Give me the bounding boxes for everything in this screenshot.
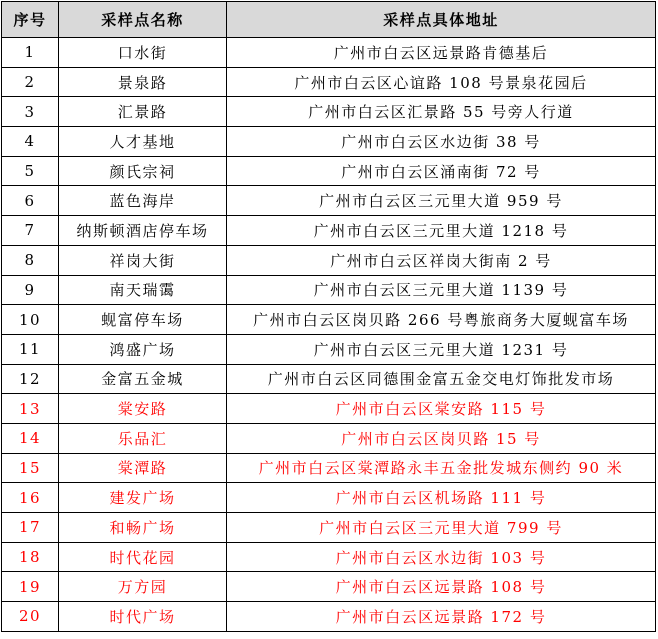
cell-name: 金富五金城: [59, 364, 227, 394]
cell-address: 广州市白云区三元里大道 1139 号: [227, 275, 656, 305]
cell-address: 广州市白云区远景路 108 号: [227, 572, 656, 602]
cell-name: 汇景路: [59, 97, 227, 127]
cell-address: 广州市白云区远景路 172 号: [227, 602, 656, 632]
cell-index: 15: [2, 453, 59, 483]
cell-index: 16: [2, 483, 59, 513]
cell-name: 南天瑞霭: [59, 275, 227, 305]
table-row: [2, 453, 656, 483]
cell-index: 9: [2, 275, 59, 305]
cell-name: 景泉路: [59, 67, 227, 97]
cell-address: 广州市白云区水边街 38 号: [227, 127, 656, 157]
cell-name: 颜氏宗祠: [59, 156, 227, 186]
table-row: [2, 67, 656, 97]
sampling-points-table: [1, 1, 656, 632]
cell-address: 广州市白云区同德围金富五金交电灯饰批发市场: [227, 364, 656, 394]
cell-index: 1: [2, 38, 59, 68]
table-row: [2, 394, 656, 424]
header-row: [2, 2, 656, 38]
cell-index: 18: [2, 542, 59, 572]
table-row: [2, 572, 656, 602]
table-row: [2, 513, 656, 543]
cell-address: 广州市白云区心谊路 108 号景泉花园后: [227, 67, 656, 97]
table-row: [2, 305, 656, 335]
table-row: [2, 334, 656, 364]
table-row: [2, 216, 656, 246]
cell-index: 7: [2, 216, 59, 246]
cell-name: 乐品汇: [59, 423, 227, 453]
table-row: [2, 423, 656, 453]
cell-address: 广州市白云区三元里大道 959 号: [227, 186, 656, 216]
table-row: [2, 275, 656, 305]
cell-address: 广州市白云区祥岗大街南 2 号: [227, 245, 656, 275]
cell-address: 广州市白云区三元里大道 1218 号: [227, 216, 656, 246]
header-address: 采样点具体地址: [227, 2, 656, 38]
cell-name: 建发广场: [59, 483, 227, 513]
cell-index: 5: [2, 156, 59, 186]
cell-name: 时代花园: [59, 542, 227, 572]
cell-address: 广州市白云区远景路肯德基后: [227, 38, 656, 68]
cell-address: 广州市白云区岗贝路 266 号粤旅商务大厦蚬富车场: [227, 305, 656, 335]
cell-index: 4: [2, 127, 59, 157]
cell-index: 8: [2, 245, 59, 275]
cell-name: 祥岗大街: [59, 245, 227, 275]
cell-address: 广州市白云区机场路 111 号: [227, 483, 656, 513]
table-row: [2, 97, 656, 127]
cell-address: 广州市白云区汇景路 55 号旁人行道: [227, 97, 656, 127]
cell-index: 17: [2, 513, 59, 543]
header-index: 序号: [2, 2, 59, 38]
cell-address: 广州市白云区岗贝路 15 号: [227, 423, 656, 453]
cell-address: 广州市白云区水边街 103 号: [227, 542, 656, 572]
cell-address: 广州市白云区三元里大道 1231 号: [227, 334, 656, 364]
cell-name: 口水街: [59, 38, 227, 68]
cell-index: 11: [2, 334, 59, 364]
table-row: [2, 156, 656, 186]
table-row: [2, 542, 656, 572]
cell-index: 20: [2, 602, 59, 632]
table-row: [2, 186, 656, 216]
cell-name: 棠潭路: [59, 453, 227, 483]
cell-name: 人才基地: [59, 127, 227, 157]
table-body: [2, 38, 656, 632]
cell-name: 时代广场: [59, 602, 227, 632]
table-row: [2, 364, 656, 394]
table-row: [2, 483, 656, 513]
cell-address: 广州市白云区三元里大道 799 号: [227, 513, 656, 543]
table-row: [2, 127, 656, 157]
cell-index: 13: [2, 394, 59, 424]
header-name: 采样点名称: [59, 2, 227, 38]
cell-name: 纳斯顿酒店停车场: [59, 216, 227, 246]
cell-index: 19: [2, 572, 59, 602]
cell-name: 蚬富停车场: [59, 305, 227, 335]
cell-name: 万方园: [59, 572, 227, 602]
cell-name: 和畅广场: [59, 513, 227, 543]
cell-index: 10: [2, 305, 59, 335]
cell-name: 蓝色海岸: [59, 186, 227, 216]
cell-index: 3: [2, 97, 59, 127]
cell-index: 14: [2, 423, 59, 453]
cell-name: 鸿盛广场: [59, 334, 227, 364]
table-row: [2, 38, 656, 68]
cell-index: 12: [2, 364, 59, 394]
table-row: [2, 602, 656, 632]
table-row: [2, 245, 656, 275]
cell-address: 广州市白云区涌南街 72 号: [227, 156, 656, 186]
cell-name: 棠安路: [59, 394, 227, 424]
cell-index: 2: [2, 67, 59, 97]
cell-index: 6: [2, 186, 59, 216]
cell-address: 广州市白云区棠安路 115 号: [227, 394, 656, 424]
cell-address: 广州市白云区棠潭路永丰五金批发城东侧约 90 米: [227, 453, 656, 483]
